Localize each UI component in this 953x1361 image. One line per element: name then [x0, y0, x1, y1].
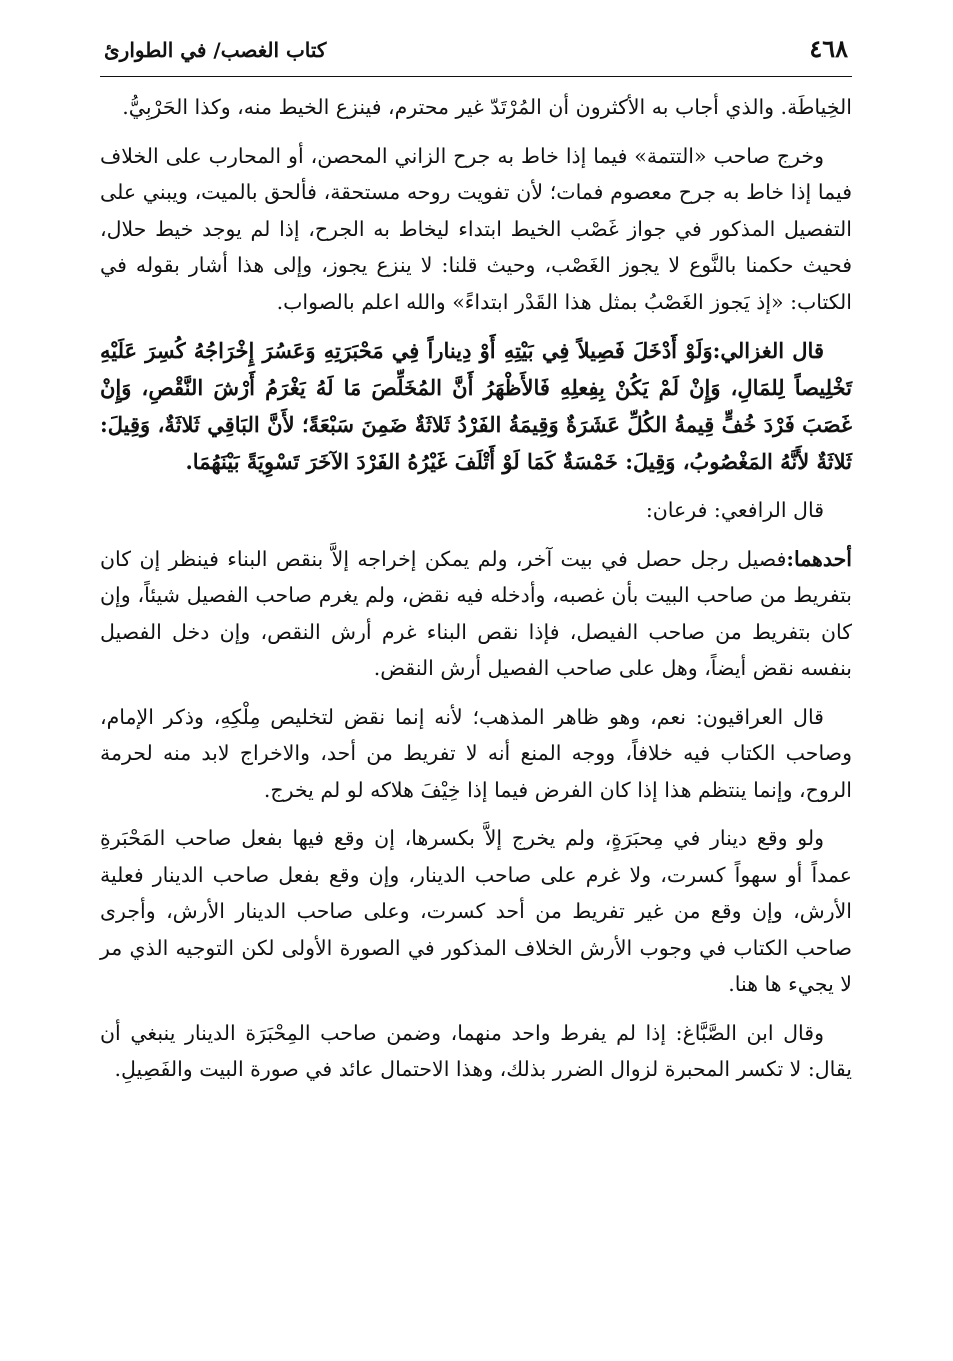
paragraph-text: قال العراقيون: نعم، وهو ظاهر المذهب؛ لأنه إنما نقض لتخليص مِلْكِهِ، وذكر الإمام، وصاحب الكتاب فيه خلافاً، ووجه المنع أنه لا تفريط من أحد، والاخراج لابد منه لحرمة الروح، وإنما ينتظم هذا إذا كان الفرض فيما إذا خِيْفَ هلاكه لو لم يخرج.: [100, 704, 852, 802]
paragraph: [100, 138, 852, 321]
page-header: [100, 30, 852, 77]
section-lead: أحدهما:: [786, 546, 852, 571]
page-body: [100, 77, 852, 1088]
paragraph-text: وخرج صاحب «التتمة» فيما إذا خاط به جرح الزاني المحصن، أو المحارب على الخلاف فيما إذا خاط به جرح معصوم فمات؛ لأن تفويت روحه مستحقة، فألحق بالميت، ويبني على التفصيل المذكور في جواز غَصْب الخيط ابتداء ليخاط به الجرح، إذا لم يوجد خيط حلال، فحيث حكمنا بالنَّوع لا يجوز الغَصْب، وحيث قلنا: لا ينزع يجوز، وإلى هذا أشار بقوله في الكتاب: «إذ يَجوز الغَصْبُ بمثل هذا القَدْر ابتداءً» والله اعلم بالصواب.: [100, 143, 852, 314]
paragraph-text: وَلَوْ أَدْخَلَ فَصِيلاً فِي بَيْتِهِ أَوْ دِيناراً فِي مَحْبَرَتِهِ وَعَسُرَ إِخْرَاجُهُ كُسِرَ عَلَيْهِ تَخْلِيصاً لِلمَالِ، وَإِنْ لَمْ يَكُنْ بِفِعلِهِ فَالأَظْهَرُ أَنَّ المُخَلِّصَ مَا لَهُ يَغْرَمُ أَرْشَ النَّقْصِ، وَإِنْ غَصَبَ فَرْدَ خُفٍّ قِيمةُ الكُلِّ عَشَرَةٌ وَقِيمَةُ الفَرْدُ ثَلاثَةٌ ضَمِنَ سَبْعَةً؛ لأَنَّ البَاقِي ثَلاثَةٌ، وَقِيلَ: ثَلاثَةٌ لأَنَّهُ المَغْصُوبُ، وَقِيلَ: خَمْسَةٌ كَمَا لَوْ أَتْلَفَ غَيْرُهُ الفَرْدَ الآخَرَ تَسْوِيَةً بَيْنَهُمَا.: [100, 338, 852, 474]
paragraph-text: ولو وقع دينار في مِحبَرَةٍ، ولم يخرج إلاَّ بكسرها، إن وقع فيها بفعل صاحب المَحْبَرةِ عمداً أو سهواً كسرت، ولا غرم على صاحب الدينار، وإن وقع بفعل صاحب الدينار فعلية الأرش، وإن وقع من غير تفريط من أحد كسرت، وعلى صاحب الدينار الأرش، وأجرى صاحب الكتاب في وجوب الأرش الخلاف المذكور في الصورة الأولى لكن التوجيه الذي مر لا يجيء ها هنا.: [100, 826, 852, 996]
paragraph: [100, 820, 852, 1003]
page-number: ٤٦٨: [809, 34, 848, 63]
speaker-label: قال الغزالي:: [712, 338, 824, 363]
paragraph: [100, 89, 852, 126]
paragraph-text: فصيل رجل حصل في بيت آخر، ولم يمكن إخراجه إلاَّ بنقص البناء فينظر إن كان بتفريط من صاحب البيت بأن غصبه، وأدخله فيه نقض، ولم يغرم صاحب الفصيل شيئاً، وإن كان بتفريط من صاحب الفيصل، فإذا نقص البناء غرم أرش النقص، وإن دخل الفصيل بنفسه نقض أيضاً، وهل على صاحب الفصيل أرش النقض.: [100, 546, 852, 680]
quoted-text-paragraph: [100, 332, 852, 480]
paragraph-text: قال الرافعي: فرعان:: [645, 498, 824, 522]
paragraph: [100, 541, 852, 687]
paragraph-text: الخِياطَة. والذي أجاب به الأكثرون أن المُرْتَدّ غير محترم، فينزع الخيط منه، وكذا الحَرْبِيُّ.: [122, 95, 852, 119]
paragraph-text: وقال ابن الصَّبَّاغ: إذا لم يفرط واحد منهما، وضمن صاحب المِحْبَرَة الدينار ينبغي أن يقال: لا تكسر المحبرة لزوال الضرر بذلك، وهذا الاحتمال عائد في صورة البيت والفَصِيلِ.: [100, 1020, 852, 1081]
paragraph: [100, 492, 852, 529]
paragraph: [100, 1015, 852, 1088]
running-title: كتاب الغصب/ في الطوارئ: [104, 38, 327, 62]
book-page: [100, 30, 852, 1330]
paragraph: [100, 699, 852, 809]
